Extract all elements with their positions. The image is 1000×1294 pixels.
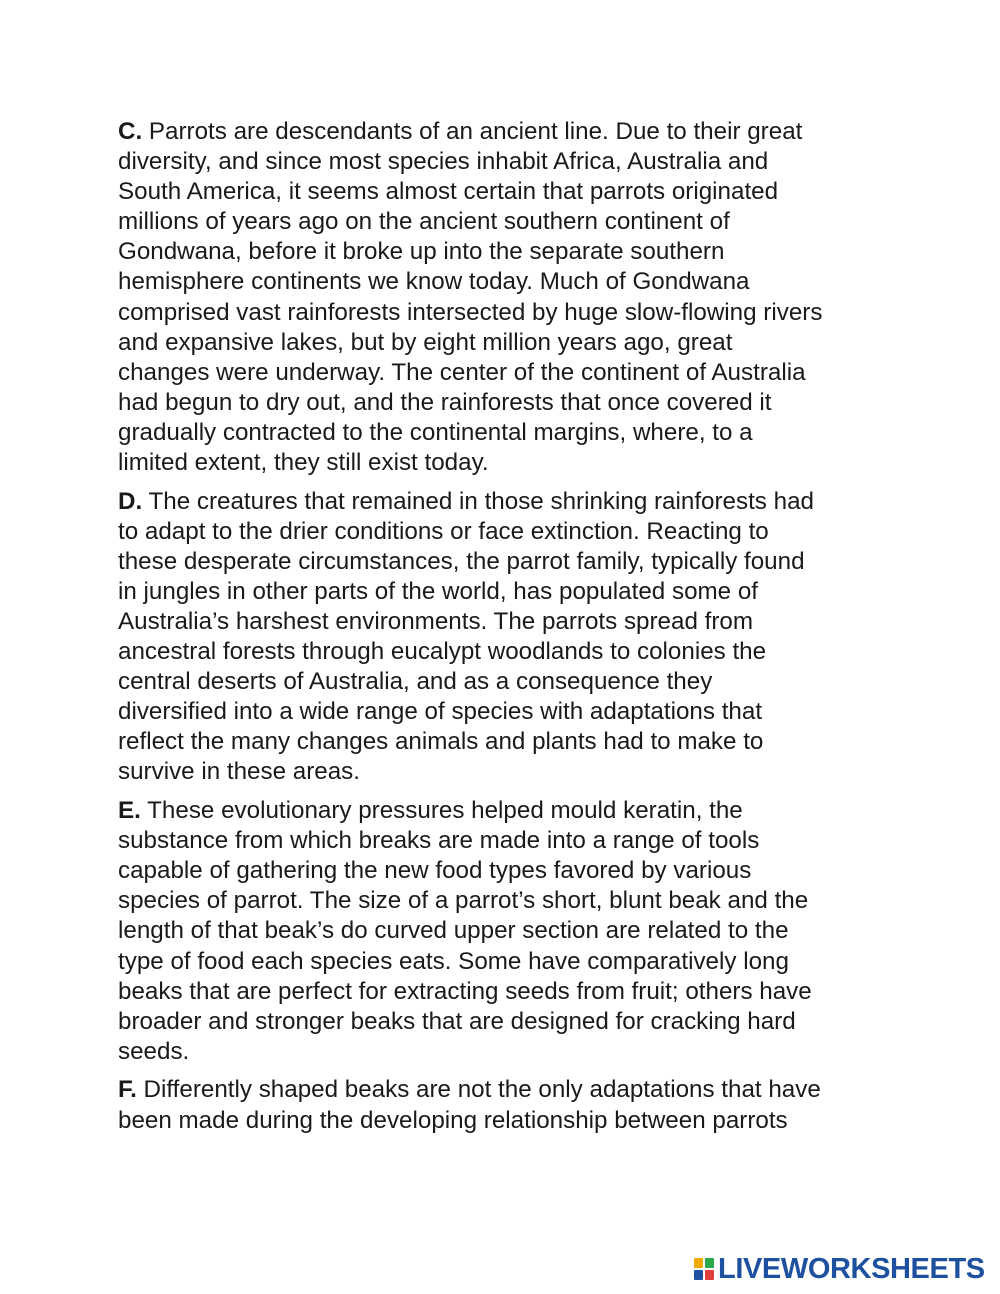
text-line: D. The creatures that remained in those shrinking rainforests had	[118, 487, 814, 515]
text-line: Gondwana, before it broke up into the separate southern	[118, 238, 725, 266]
paragraph-d	[118, 487, 888, 788]
liveworksheets-logo	[694, 1254, 985, 1284]
text-line: these desperate circumstances, the parrot family, typically found	[118, 547, 805, 575]
text-line: South America, it seems almost certain that parrots originated	[118, 178, 779, 206]
text-line: gradually contracted to the continental margins, where, to a	[118, 418, 753, 446]
text-line: to adapt to the drier conditions or face extinction. Reacting to	[118, 517, 769, 545]
text-line: F. Differently shaped beaks are not the only adaptations that have	[118, 1076, 821, 1104]
text-line: beaks that are perfect for extracting seeds from fruit; others have	[118, 977, 812, 1005]
text-line: capable of gathering the new food types favored by various	[118, 857, 752, 885]
text-line: substance from which breaks are made into a range of tools	[118, 827, 760, 855]
document-body	[118, 117, 888, 1144]
text-line: been made during the developing relationship between parrots	[118, 1106, 788, 1134]
text-line: type of food each species eats. Some have comparatively long	[118, 947, 789, 975]
text-line: E. These evolutionary pressures helped mould keratin, the	[118, 797, 743, 825]
text-line: diversified into a wide range of species with adaptations that	[118, 698, 763, 726]
logo-square	[694, 1270, 703, 1280]
paragraph-letter: C.	[118, 118, 143, 145]
text-line: diversity, and since most species inhabit Africa, Australia and	[118, 148, 769, 176]
text-line: length of that beak’s do curved upper section are related to the	[118, 917, 789, 945]
text-line: limited extent, they still exist today.	[118, 449, 489, 477]
text-line: ancestral forests through eucalypt woodlands to colonies the	[118, 638, 767, 666]
paragraph-letter: F.	[118, 1076, 137, 1104]
logo-square	[694, 1258, 703, 1268]
paragraph-c	[118, 117, 888, 478]
text-line: millions of years ago on the ancient southern continent of	[118, 208, 730, 236]
paragraph-f	[118, 1075, 888, 1135]
text-line: species of parrot. The size of a parrot’s short, blunt beak and the	[118, 887, 809, 915]
text-line: broader and stronger beaks that are designed for cracking hard	[118, 1007, 796, 1035]
logo-text: LIVEWORKSHEETS	[718, 1253, 985, 1285]
logo-square	[705, 1258, 714, 1268]
text-line: and expansive lakes, but by eight million years ago, great	[118, 328, 733, 356]
paragraph-letter: E.	[118, 797, 141, 825]
liveworksheets-mark-icon	[694, 1258, 714, 1280]
text-line: survive in these areas.	[118, 758, 360, 786]
text-line: C. Parrots are descendants of an ancient line. Due to their great	[118, 118, 803, 145]
text-line: comprised vast rainforests intersected by huge slow-flowing rivers	[118, 298, 823, 326]
text-line: reflect the many changes animals and plants had to make to	[118, 728, 764, 756]
text-line: had begun to dry out, and the rainforests that once covered it	[118, 388, 772, 416]
text-line: in jungles in other parts of the world, has populated some of	[118, 577, 759, 605]
paragraph-letter: D.	[118, 487, 143, 515]
text-line: changes were underway. The center of the continent of Australia	[118, 358, 806, 386]
logo-square	[705, 1270, 714, 1280]
text-line: hemisphere continents we know today. Much of Gondwana	[118, 268, 750, 296]
text-line: seeds.	[118, 1037, 190, 1065]
paragraph-e	[118, 796, 888, 1067]
text-line: central deserts of Australia, and as a consequence they	[118, 668, 713, 696]
text-line: Australia’s harshest environments. The parrots spread from	[118, 608, 753, 635]
